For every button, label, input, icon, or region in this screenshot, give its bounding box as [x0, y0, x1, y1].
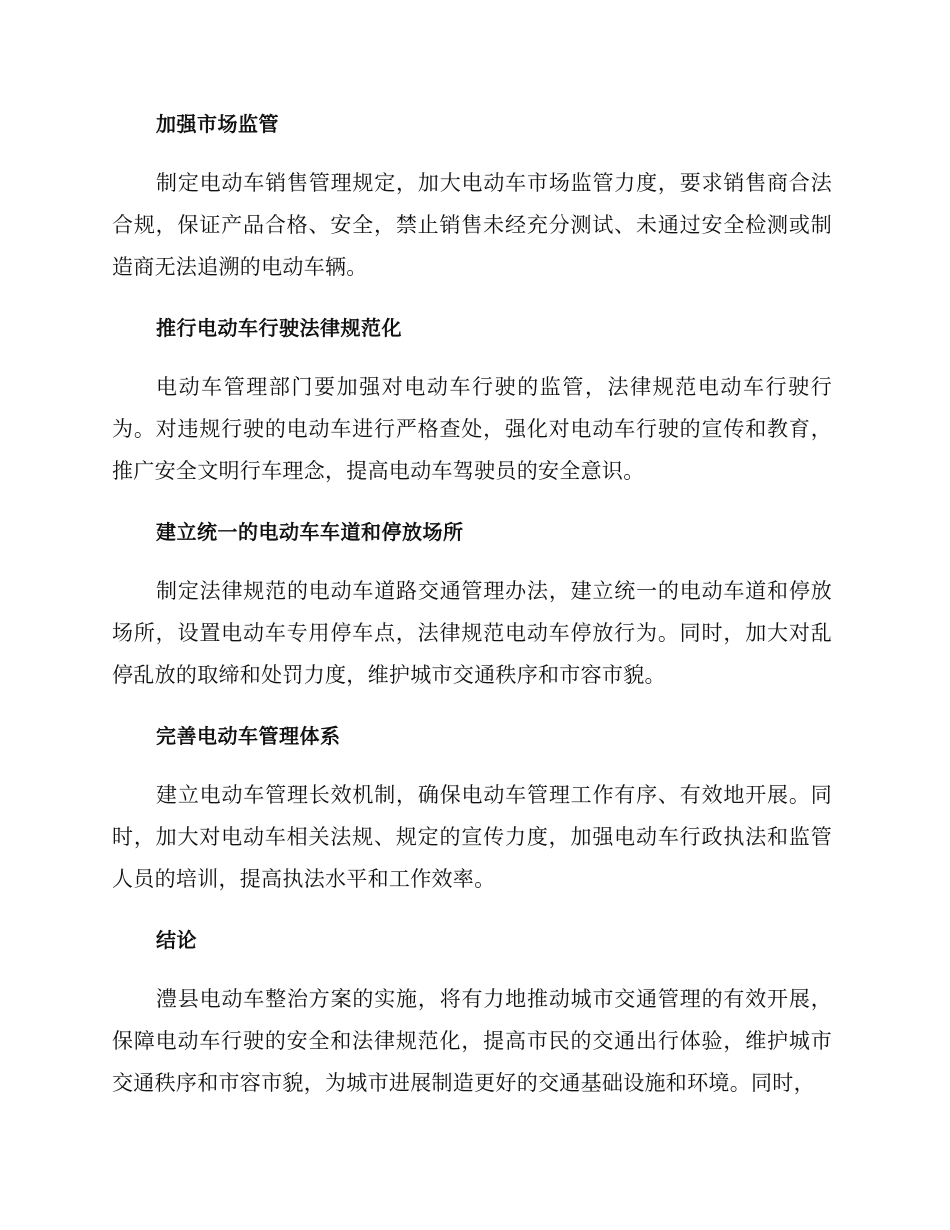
section-paragraph: 制定法律规范的电动车道路交通管理办法，建立统一的电动车道和停放场所，设置电动车专用停车点，法律规范电动车停放行为。同时，加大对乱停乱放的取缔和处罚力度，维护城市交通秩序和市容市貌。: [112, 579, 832, 687]
section-lanes-parking: [112, 518, 832, 696]
section-heading: 完善电动车管理体系: [156, 724, 341, 748]
section-market-supervision: [112, 110, 832, 288]
section-heading: 加强市场监管: [156, 112, 279, 136]
section-heading: 建立统一的电动车车道和停放场所: [156, 520, 464, 544]
section-paragraph: 建立电动车管理长效机制，确保电动车管理工作有序、有效地开展。同时，加大对电动车相关法规、规定的宣传力度，加强电动车行政执法和监管人员的培训，提高执法水平和工作效率。: [112, 783, 832, 891]
section-heading: 结论: [156, 928, 197, 952]
section-paragraph: 澧县电动车整治方案的实施，将有力地推动城市交通管理的有效开展，保障电动车行驶的安全和法律规范化，提高市民的交通出行体验，维护城市交通秩序和市容市貌，为城市进展制造更好的交通基础设施和环境。同时，: [112, 987, 832, 1095]
section-paragraph: 电动车管理部门要加强对电动车行驶的监管，法律规范电动车行驶行为。对违规行驶的电动车进行严格查处，强化对电动车行驶的宣传和教育，推广安全文明行车理念，提高电动车驾驶员的安全意识。: [112, 375, 832, 483]
section-conclusion: [112, 926, 832, 1104]
section-management-system: [112, 722, 832, 900]
section-driving-regulation: [112, 314, 832, 492]
document-page: [112, 110, 832, 1104]
section-heading: 推行电动车行驶法律规范化: [156, 316, 402, 340]
section-paragraph: 制定电动车销售管理规定，加大电动车市场监管力度，要求销售商合法合规，保证产品合格、安全，禁止销售未经充分测试、未通过安全检测或制造商无法追溯的电动车辆。: [112, 171, 832, 279]
